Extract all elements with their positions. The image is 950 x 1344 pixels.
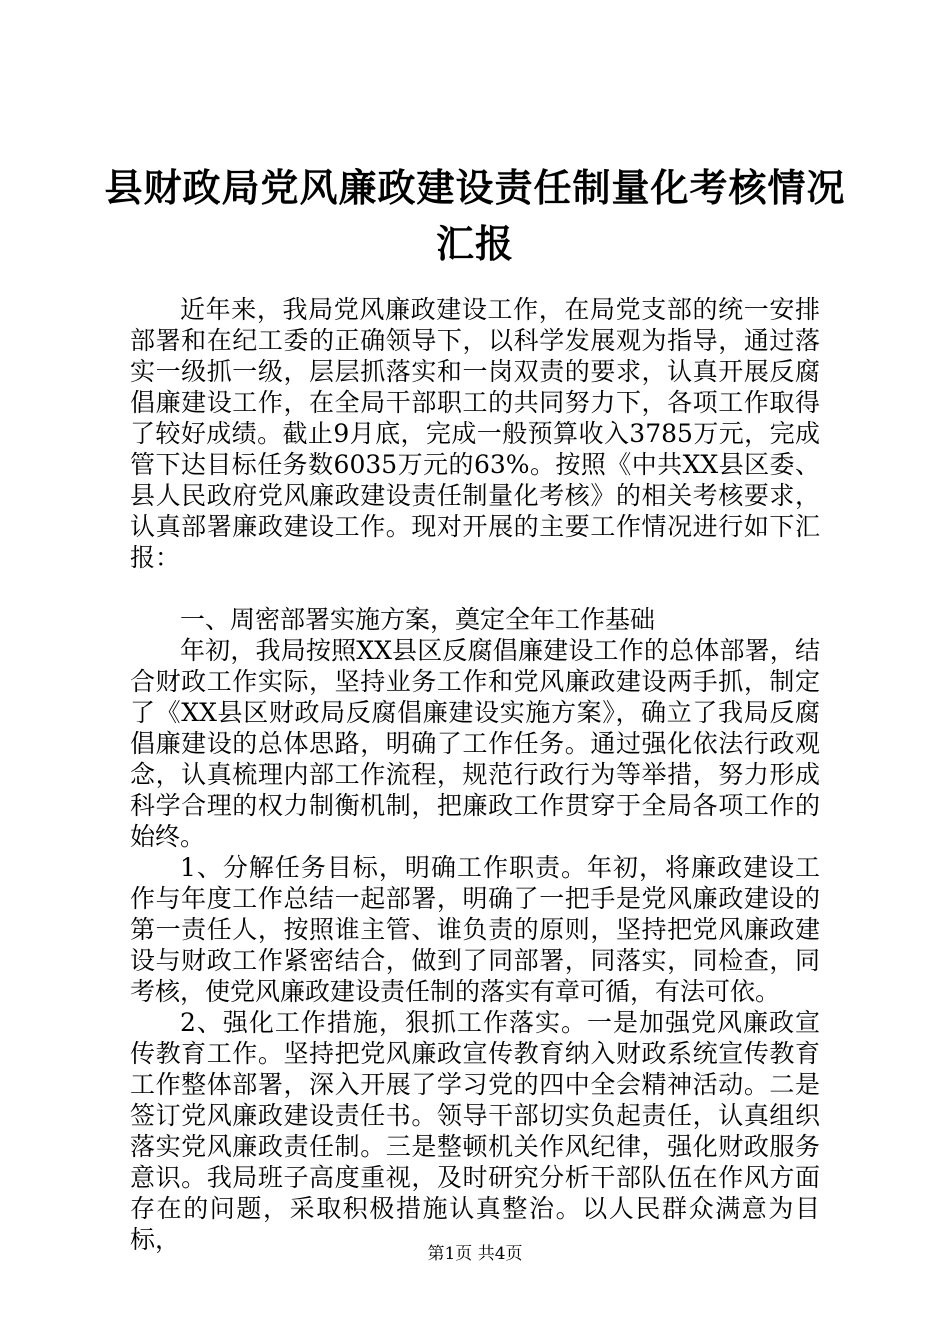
item-paragraph-2: 2、强化工作措施，狠抓工作落实。一是加强党风廉政宣传教育工作。坚持把党风廉政宣传教育纳入财政系统宣传教育工作整体部署，深入开展了学习党的四中全会精神活动。二是签订党风廉政建设责任书。领导干部切实负起责任，认真组织落实党风廉政责任制。三是整顿机关作风纪律，强化财政服务意识。我局班子高度重视，及时研究分析干部队伍在作风方面存在的问题，采取积极措施认真整治。以人民群众满意为目标， [130, 1008, 820, 1254]
page-number-footer: 第1页 共4页 [427, 1244, 523, 1264]
item-paragraph-1: 1、分解任务目标，明确工作职责。年初，将廉政建设工作与年度工作总结一起部署，明确了一把手是党风廉政建设的第一责任人，按照谁主管、谁负责的原则，坚持把党风廉政建设与财政工作紧密结合，做到了同部署，同落实，同检查，同考核，使党风廉政建设责任制的落实有章可循，有法可依。 [130, 853, 820, 1006]
section-heading: 一、周密部署实施方案，奠定全年工作基础 [180, 605, 656, 634]
document-body [130, 294, 820, 1255]
section-paragraph: 年初，我局按照XX县区反腐倡廉建设工作的总体部署，结合财政工作实际，坚持业务工作和党风廉政建设两手抓，制定了《XX县区财政局反腐倡廉建设实施方案》，确立了我局反腐倡廉建设的总体思路，明确了工作任务。通过强化依法行政观念，认真梳理内部工作流程，规范行政行为等举措，努力形成科学合理的权力制衡机制，把廉政工作贯穿于全局各项工作的始终。 [130, 636, 820, 851]
document-title: 县财政局党风廉政建设责任制量化考核情况汇报 [104, 165, 846, 266]
intro-paragraph: 近年来，我局党风廉政建设工作，在局党支部的统一安排部署和在纪工委的正确领导下，以科学发展观为指导，通过落实一级抓一级，层层抓落实和一岗双责的要求，认真开展反腐倡廉建设工作，在全局干部职工的共同努力下，各项工作取得了较好成绩。截止9月底，完成一般预算收入3785万元，完成管下达目标任务数6035万元的63%。按照《中共XX县区委、县人民政府党风廉政建设责任制量化考核》的相关考核要求，认真部署廉政建设工作。现对开展的主要工作情况进行如下汇报： [130, 295, 820, 572]
